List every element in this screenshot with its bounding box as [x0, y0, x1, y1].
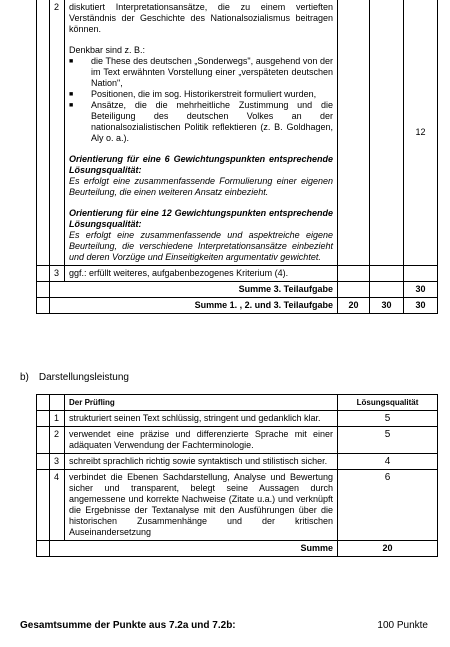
empty-cell: [338, 0, 370, 266]
empty-cell: [37, 454, 50, 470]
row-number: 4: [50, 470, 65, 541]
sum-row: [37, 298, 438, 314]
sum-all-value-3: 30: [404, 298, 438, 314]
table-row: [37, 427, 438, 454]
criterion-6-title: Orientierung für eine 6 Gewichtungspunkten entsprechende Lösungsqualität:: [69, 154, 333, 175]
empty-cell: [37, 282, 50, 298]
example-list: [69, 56, 333, 144]
criterion-text: verbindet die Ebenen Sachdarstellung, Analyse und Bewertung sicher und transparent, belegt seine Aussagen durch angemessene und korrekte Nachweise (Zitate u.a.) und verknüpft die Ergebnisse der Textanalyse mit den Ausführungen über die historischen Zusammenhänge und der kritischen Auseinandersetzung: [65, 470, 338, 541]
empty-cell: [37, 395, 50, 411]
empty-cell: [37, 470, 50, 541]
points-cell: 4: [338, 454, 438, 470]
points-cell: 5: [338, 427, 438, 454]
empty-cell: [37, 298, 50, 314]
grand-total-label: Gesamtsumme der Punkte aus 7.2a und 7.2b:: [20, 620, 236, 631]
grand-total: [20, 620, 432, 631]
sum-all-value-1: 20: [338, 298, 370, 314]
table-row: [37, 454, 438, 470]
sum3-label: Summe 3. Teilaufgabe: [50, 282, 338, 298]
criterion-text: schreibt sprachlich richtig sowie syntaktisch und stilistisch sicher.: [65, 454, 338, 470]
criterion-text: ggf.: erfüllt weiteres, aufgabenbezogenes Kriterium (4).: [65, 266, 338, 282]
row-number: 1: [50, 411, 65, 427]
table-row: [37, 411, 438, 427]
sum-label: Summe: [50, 541, 338, 557]
list-item: ■ Positionen, die im sog. Historikerstreit formuliert wurden,: [69, 89, 333, 100]
table-presentation: [36, 394, 438, 557]
header-row: [37, 395, 438, 411]
empty-cell: [370, 282, 404, 298]
empty-cell: [370, 0, 404, 266]
section-heading: b) Darstellungsleistung: [20, 372, 129, 383]
row-number: 3: [50, 266, 65, 282]
empty-cell: [37, 411, 50, 427]
table-row: [37, 470, 438, 541]
sum-row: [37, 541, 438, 557]
points-cell: 12: [404, 0, 438, 266]
column-header: Der Prüfling: [65, 395, 338, 411]
criterion-12-text: Es erfolgt eine zusammenfassende und aspektreiche eigene Beurteilung, die verschiedene Interpretationsansätze einbezieht und deren Vorzüge und Einseitigkeiten argumentativ gewichtet.: [69, 230, 333, 262]
empty-cell: [37, 266, 50, 282]
empty-cell: [50, 395, 65, 411]
sum3-value: 30: [404, 282, 438, 298]
column-header-quality: Lösungsqualität: [338, 395, 438, 411]
sum-row: [37, 282, 438, 298]
table-row: [37, 0, 438, 266]
row-number: 2: [50, 427, 65, 454]
empty-cell: [404, 266, 438, 282]
criterion-6: [69, 154, 333, 198]
criterion-text: strukturiert seinen Text schlüssig, stringent und gedanklich klar.: [65, 411, 338, 427]
grand-total-value: 100 Punkte: [377, 620, 428, 631]
row-number: 2: [50, 0, 65, 266]
criterion-text: [65, 0, 338, 266]
empty-cell: [338, 266, 370, 282]
empty-cell: [37, 0, 50, 266]
sum-value: 20: [338, 541, 438, 557]
empty-cell: [370, 266, 404, 282]
table-row: [37, 266, 438, 282]
criterion-6-text: Es erfolgt eine zusammenfassende Formulierung einer eigenen Beurteilung, die einen weiteren Ansatz einbezieht.: [69, 176, 333, 197]
points-cell: 5: [338, 411, 438, 427]
list-item: ■ Ansätze, die die mehrheitliche Zustimmung und die Beteiligung des deutschen Volkes an der nationalsozialistischen Politik reflektieren (z. B. Goldhagen, Aly o. a.).: [69, 100, 333, 144]
criterion-12-title: Orientierung für eine 12 Gewichtungspunkten entsprechende Lösungsqualität:: [69, 208, 333, 229]
sum-all-label: Summe 1. , 2. und 3. Teilaufgabe: [50, 298, 338, 314]
empty-cell: [37, 541, 50, 557]
examples-intro: Denkbar sind z. B.:: [69, 45, 146, 55]
empty-cell: [37, 427, 50, 454]
points-cell: 6: [338, 470, 438, 541]
criterion-text: verwendet eine präzise und differenzierte Sprache mit einer adäquaten Verwendung der Fachterminologie.: [65, 427, 338, 454]
list-item: ■ die These des deutschen „Sonderwegs", ausgehend von der im Text erwähnten Vorstellung einer „verspäteten deutschen Nation",: [69, 56, 333, 89]
criterion-lead: diskutiert Interpretationsansätze, die zu einem vertieften Verständnis der Geschichte des Nationalsozialismus beitragen können.: [69, 2, 333, 34]
sum-all-value-2: 30: [370, 298, 404, 314]
table-part3: [36, 0, 438, 314]
empty-cell: [338, 282, 370, 298]
criterion-12: [69, 208, 333, 263]
row-number: 3: [50, 454, 65, 470]
